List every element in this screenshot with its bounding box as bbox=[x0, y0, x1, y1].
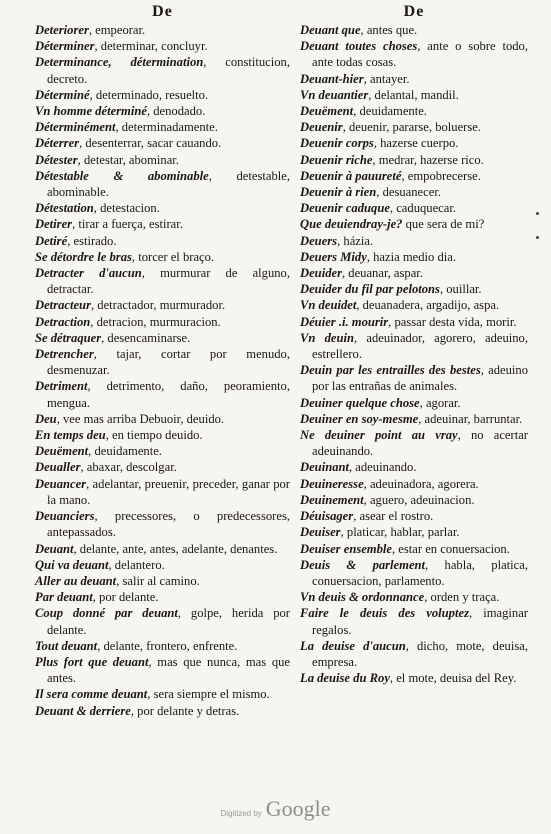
entry-headword: Vn deuantier bbox=[300, 87, 369, 102]
dictionary-entry bbox=[300, 492, 528, 508]
entry-translation: , habla, platica, conuersacion, parlamento. bbox=[312, 557, 529, 588]
entry-translation: , por delante y detras. bbox=[130, 703, 240, 718]
entry-translation: , platicar, hablar, parlar. bbox=[340, 525, 460, 540]
entry-translation: , adeuinando. bbox=[349, 460, 417, 475]
entry-headword: Deuant & derriere bbox=[35, 703, 131, 718]
entry-translation: , detracion, murmuracion. bbox=[90, 314, 221, 329]
dictionary-entry bbox=[35, 411, 290, 427]
entry-translation: , no acertar adeuinando. bbox=[312, 428, 528, 459]
entry-headword: Deuenir à rien bbox=[300, 185, 377, 200]
entry-translation: , agorar. bbox=[419, 395, 461, 410]
entry-translation: , hazia medio dia. bbox=[366, 249, 456, 264]
entry-translation: , deuidamente. bbox=[88, 444, 162, 459]
dictionary-entry bbox=[300, 216, 528, 232]
dictionary-entry bbox=[35, 459, 290, 475]
entry-translation: , determinado, resuelto. bbox=[89, 87, 209, 102]
entry-translation: , desencaminarse. bbox=[101, 330, 191, 345]
entry-headword: Vn deuidet bbox=[300, 298, 357, 313]
right-running-header: De bbox=[403, 3, 425, 20]
entry-headword: Vn deuin bbox=[300, 330, 355, 345]
dictionary-entry bbox=[300, 541, 528, 557]
entry-headword: Deualler bbox=[35, 460, 81, 475]
entry-translation: , constitucion, decreto. bbox=[47, 55, 290, 86]
entry-translation: , adelantar, preuenir, preceder, ganar por la mano. bbox=[47, 476, 290, 507]
entry-translation: , dicho, mote, deuisa, empresa. bbox=[312, 638, 528, 669]
dictionary-entry bbox=[300, 411, 528, 427]
left-running-header: De bbox=[152, 3, 173, 20]
left-column bbox=[35, 2, 290, 719]
entry-translation: , deuanadera, argadijo, aspa. bbox=[356, 298, 500, 313]
entry-translation: , golpe, herida por delante. bbox=[47, 606, 290, 637]
entry-translation: , antayer. bbox=[363, 71, 410, 86]
entry-headword: Deuëment bbox=[35, 444, 89, 459]
entry-headword: Detracter d'aucun bbox=[35, 266, 142, 281]
entry-translation: que sera de mi? bbox=[402, 217, 485, 232]
dictionary-entry bbox=[35, 314, 290, 330]
ink-speck bbox=[536, 212, 539, 215]
entry-headword: Deuiser ensemble bbox=[300, 541, 392, 556]
entry-translation: , delante, frontero, enfrente. bbox=[97, 638, 238, 653]
entry-headword: Deuant bbox=[35, 541, 74, 556]
entry-headword: La deuise du Roy bbox=[300, 671, 390, 686]
entry-translation: , por delante. bbox=[92, 590, 159, 605]
entry-headword: Déterminer bbox=[35, 39, 95, 54]
dictionary-entry bbox=[35, 216, 290, 232]
dictionary-entry bbox=[300, 265, 528, 281]
dictionary-entry bbox=[300, 38, 528, 70]
dictionary-entry bbox=[35, 200, 290, 216]
entry-translation: , deuanar, aspar. bbox=[341, 266, 423, 281]
entry-headword: Deuin par les entrailles des bestes bbox=[300, 363, 481, 378]
dictionary-entry bbox=[300, 476, 528, 492]
entry-translation: , empeorar. bbox=[88, 23, 146, 37]
entry-translation: , el mote, deuisa del Rey. bbox=[389, 671, 517, 686]
entry-translation: , denodado. bbox=[146, 104, 206, 119]
entry-translation: , vee mas arriba Debuoir, deuido. bbox=[56, 411, 225, 426]
dictionary-entry bbox=[300, 589, 528, 605]
dictionary-entry bbox=[300, 71, 528, 87]
entry-translation: , orden y traça. bbox=[424, 590, 500, 605]
dictionary-entry bbox=[300, 119, 528, 135]
entry-headword: Coup donné par deuant bbox=[35, 606, 178, 621]
entry-headword: Deuiner quelque chose bbox=[300, 395, 420, 410]
entry-translation: , torcer el braço. bbox=[131, 249, 215, 264]
dictionary-entry bbox=[300, 314, 528, 330]
dictionary-entry bbox=[300, 184, 528, 200]
entry-translation: , detestacion. bbox=[93, 201, 160, 216]
entry-translation: , deuidamente. bbox=[353, 104, 427, 119]
dictionary-entry bbox=[35, 297, 290, 313]
dictionary-entry bbox=[300, 103, 528, 119]
dictionary-entry bbox=[35, 54, 290, 86]
entry-translation: , desenterrar, sacar cauando. bbox=[79, 136, 222, 151]
entry-headword: Deuant-hier bbox=[300, 71, 364, 86]
dictionary-entry bbox=[35, 233, 290, 249]
entry-translation: , antes que. bbox=[360, 23, 418, 37]
entry-headword: Deuers Midy bbox=[300, 249, 367, 264]
entry-headword: Detiré bbox=[35, 233, 68, 248]
dictionary-entry bbox=[300, 459, 528, 475]
dictionary-entry bbox=[35, 265, 290, 297]
entry-translation: , salir al camino. bbox=[116, 573, 200, 588]
entry-translation: , desuanecer. bbox=[376, 185, 441, 200]
entry-translation: , hazerse cuerpo. bbox=[373, 136, 459, 151]
dictionary-entry bbox=[35, 135, 290, 151]
entry-headword: Déuier .i. mourir bbox=[300, 314, 389, 329]
entry-headword: Detriment bbox=[35, 379, 88, 394]
dictionary-entry bbox=[300, 200, 528, 216]
left-entry-list bbox=[35, 22, 290, 719]
entry-headword: Detraction bbox=[35, 314, 91, 329]
entry-headword: Deuineresse bbox=[300, 476, 364, 491]
dictionary-entry bbox=[300, 152, 528, 168]
dictionary-entry bbox=[300, 427, 528, 459]
entry-translation: , estirado. bbox=[67, 233, 117, 248]
dictionary-entry bbox=[300, 297, 528, 313]
entry-translation: , tajar, cortar por menudo, desmenuzar. bbox=[47, 347, 290, 378]
entry-translation: , detractador, murmurador. bbox=[90, 298, 226, 313]
entry-headword: Deuanciers bbox=[35, 509, 95, 524]
dictionary-entry bbox=[35, 168, 290, 200]
entry-translation: , murmurar de alguno, detractar. bbox=[47, 266, 290, 297]
entry-headword: Detirer bbox=[35, 217, 73, 232]
dictionary-entry bbox=[300, 168, 528, 184]
entry-translation: , delantero. bbox=[108, 557, 165, 572]
dictionary-entry bbox=[300, 281, 528, 297]
entry-headword: Déterrer bbox=[35, 136, 80, 151]
entry-translation: , detestable, abominable. bbox=[47, 168, 291, 200]
entry-translation: , adeuinadora, agorera. bbox=[363, 476, 479, 491]
dictionary-entry bbox=[35, 119, 290, 135]
entry-headword: Qui va deuant bbox=[35, 557, 109, 572]
entry-translation: , adeuino por las entrañas de animales. bbox=[312, 363, 528, 394]
dictionary-entry bbox=[35, 346, 290, 378]
entry-headword: Deuers bbox=[300, 233, 338, 248]
entry-translation: , detrimento, daño, peoramiento, mengua. bbox=[47, 379, 290, 410]
digitized-watermark bbox=[0, 796, 551, 822]
entry-headword: Détestable & abominable bbox=[35, 168, 209, 183]
dictionary-entry bbox=[300, 22, 528, 38]
entry-headword: Détester bbox=[35, 152, 78, 167]
entry-headword: Deuis & parlement bbox=[300, 557, 426, 572]
entry-headword: Deuider bbox=[300, 266, 342, 281]
entry-headword: Detrencher bbox=[35, 347, 94, 362]
google-logo: Google bbox=[265, 796, 331, 821]
entry-translation: , adeuinar, barruntar. bbox=[418, 411, 523, 426]
entry-headword: Deteriorer bbox=[35, 23, 89, 37]
entry-headword: Deuenir bbox=[300, 120, 343, 135]
entry-headword: En temps deu bbox=[35, 428, 106, 443]
entry-translation: , delantal, mandil. bbox=[368, 87, 459, 102]
dictionary-entry bbox=[300, 638, 528, 670]
right-entry-list bbox=[300, 22, 528, 686]
dictionary-entry bbox=[300, 330, 528, 362]
dictionary-entry bbox=[35, 103, 290, 119]
entry-translation: , mas que nunca, mas que antes. bbox=[47, 654, 291, 686]
dictionary-entry bbox=[300, 670, 528, 686]
entry-headword: Determinance, détermination bbox=[35, 55, 204, 70]
entry-headword: Ne deuiner point au vray bbox=[300, 428, 458, 443]
dictionary-entry bbox=[35, 589, 290, 605]
entry-translation: , tirar a fuerça, estirar. bbox=[72, 217, 183, 232]
dictionary-entry bbox=[35, 427, 290, 443]
dictionary-entry bbox=[35, 249, 290, 265]
dictionary-entry bbox=[35, 22, 290, 38]
entry-translation: , estar en conuersacion. bbox=[392, 541, 510, 556]
dictionary-entry bbox=[300, 362, 528, 394]
entry-translation: , aguero, adeuinacion. bbox=[363, 492, 475, 507]
entry-headword: Deuant que bbox=[300, 23, 361, 37]
entry-translation: , passar desta vida, morir. bbox=[388, 314, 517, 329]
dictionary-entry bbox=[35, 654, 290, 686]
dictionary-entry bbox=[300, 508, 528, 524]
entry-headword: Déterminément bbox=[35, 120, 116, 135]
entry-translation: , ouillar. bbox=[439, 282, 482, 297]
entry-headword: La deuise d'aucun bbox=[300, 638, 406, 653]
entry-translation: , empobrecerse. bbox=[401, 168, 481, 183]
entry-headword: Deuinement bbox=[300, 492, 364, 507]
dictionary-entry bbox=[300, 135, 528, 151]
dictionary-entry bbox=[35, 508, 290, 540]
entry-translation: , sera siempre el mismo. bbox=[147, 687, 270, 702]
entry-translation: , en tiempo deuido. bbox=[105, 428, 203, 443]
entry-headword: Se détordre le bras bbox=[35, 249, 132, 264]
dictionary-entry bbox=[35, 703, 290, 719]
dictionary-entry bbox=[35, 686, 290, 702]
dictionary-entry bbox=[35, 557, 290, 573]
dictionary-entry bbox=[300, 249, 528, 265]
entry-translation: , abaxar, descolgar. bbox=[80, 460, 177, 475]
entry-translation: , medrar, hazerse rico. bbox=[372, 152, 484, 167]
dictionary-entry bbox=[300, 605, 528, 637]
dictionary-entry bbox=[35, 330, 290, 346]
entry-translation: , ante o sobre todo, ante todas cosas. bbox=[312, 39, 528, 70]
entry-headword: Se détraquer bbox=[35, 330, 102, 345]
entry-translation: , asear el rostro. bbox=[353, 509, 434, 524]
entry-headword: Tout deuant bbox=[35, 638, 98, 653]
entry-translation: , delante, ante, antes, adelante, denantes. bbox=[73, 541, 278, 556]
entry-headword: Deuenir caduque bbox=[300, 201, 390, 216]
dictionary-entry bbox=[300, 524, 528, 540]
dictionary-entry bbox=[35, 443, 290, 459]
entry-headword: Déuisager bbox=[300, 509, 354, 524]
entry-translation: , adeuinador, agorero, adeuino, estrellero. bbox=[312, 330, 528, 362]
dictionary-entry bbox=[300, 395, 528, 411]
entry-headword: Deuiner en soy-mesme bbox=[300, 411, 419, 426]
dictionary-entry bbox=[35, 573, 290, 589]
entry-headword: Vn deuis & ordonnance bbox=[300, 590, 425, 605]
dictionary-entry bbox=[35, 638, 290, 654]
right-column bbox=[300, 2, 528, 686]
entry-headword: Deuenir à pauureté bbox=[300, 168, 402, 183]
ink-speck bbox=[536, 236, 539, 239]
entry-translation: , precessores, o predecessores, antepassados. bbox=[47, 509, 290, 540]
entry-translation: , detestar, abominar. bbox=[77, 152, 179, 167]
entry-translation: , caduquecar. bbox=[389, 201, 457, 216]
entry-headword: Détestation bbox=[35, 201, 94, 216]
dictionary-entry bbox=[35, 605, 290, 637]
dictionary-entry bbox=[35, 38, 290, 54]
entry-headword: Deuant toutes choses bbox=[300, 39, 418, 54]
entry-headword: Detracteur bbox=[35, 298, 91, 313]
entry-headword: Vn homme déterminé bbox=[35, 104, 147, 119]
dictionary-entry bbox=[300, 557, 528, 589]
entry-headword: Deuancer bbox=[35, 476, 87, 491]
dictionary-entry bbox=[35, 476, 290, 508]
entry-headword: Que deuiendray-je? bbox=[300, 217, 403, 232]
entry-headword: Faire le deuis des voluptez bbox=[300, 606, 469, 621]
entry-headword: Deuëment bbox=[300, 104, 354, 119]
entry-headword: Deu bbox=[35, 411, 57, 426]
entry-translation: , determinadamente. bbox=[115, 120, 218, 135]
dictionary-entry bbox=[35, 378, 290, 410]
entry-headword: Deuiser bbox=[300, 525, 341, 540]
entry-translation: , deuenir, pararse, boluerse. bbox=[342, 120, 482, 135]
watermark-prefix: Digitized by bbox=[220, 809, 262, 818]
entry-headword: Il sera comme deuant bbox=[35, 687, 148, 702]
entry-headword: Aller au deuant bbox=[35, 573, 117, 588]
dictionary-entry bbox=[35, 152, 290, 168]
entry-translation: , imaginar regalos. bbox=[312, 606, 529, 637]
entry-headword: Deuinant bbox=[300, 460, 349, 475]
entry-headword: Deuenir riche bbox=[300, 152, 373, 167]
entry-headword: Deuider du fil par pelotons bbox=[300, 282, 440, 297]
dictionary-entry bbox=[300, 233, 528, 249]
entry-headword: Par deuant bbox=[35, 590, 93, 605]
entry-translation: , determinar, concluyr. bbox=[94, 39, 208, 54]
dictionary-entry bbox=[35, 541, 290, 557]
entry-headword: Deuenir corps bbox=[300, 136, 374, 151]
dictionary-entry bbox=[300, 87, 528, 103]
dictionary-entry bbox=[35, 87, 290, 103]
entry-headword: Plus fort que deuant bbox=[35, 654, 149, 669]
entry-headword: Déterminé bbox=[35, 87, 90, 102]
entry-translation: , házia. bbox=[337, 233, 374, 248]
